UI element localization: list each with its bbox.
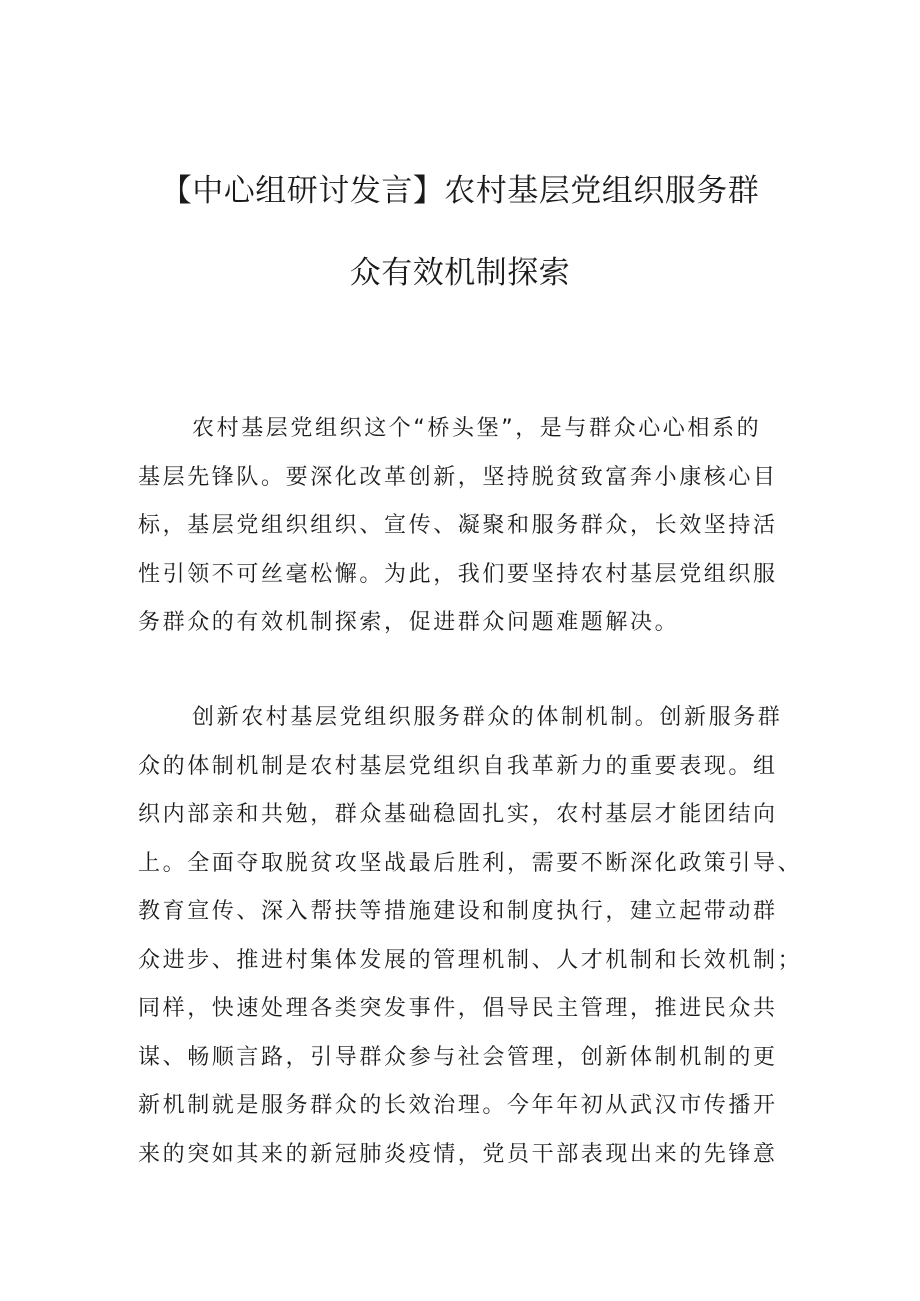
paragraph-line: 来的突如其来的新冠肺炎疫情，党员干部表现出来的先锋意 <box>138 1141 778 1167</box>
title-line-2: 众有效机制探索 <box>349 255 571 291</box>
paragraph-line: 务群众的有效机制探索，促进群众问题难题解决。 <box>138 610 680 635</box>
paragraph-line: 基层先锋队。要深化改革创新，坚持脱贫致富奔小康核心目 <box>138 464 778 490</box>
title-line-1: 【中心组研讨发言】农村基层党组织服务群 <box>160 173 760 209</box>
document-title <box>130 150 790 314</box>
paragraph-line: 众进步、推进村集体发展的管理机制、人才机制和长效机制； <box>138 947 803 973</box>
paragraph-line: 众的体制机制是农村基层党组织自我革新力的重要表现。组 <box>138 753 778 779</box>
paragraph-2 <box>138 694 803 1179</box>
paragraph-line: 上。全面夺取脱贫攻坚战最后胜利，需要不断深化政策引导、 <box>138 850 803 876</box>
paragraph-line: 性引领不可丝毫松懈。为此，我们要坚持农村基层党组织服 <box>138 561 778 587</box>
paragraph-line: 创新农村基层党组织服务群众的体制机制。创新服务群 <box>192 705 783 730</box>
paragraph-line: 织内部亲和共勉，群众基础稳固扎实，农村基层才能团结向 <box>138 802 778 827</box>
paragraph-line: 标，基层党组织组织、宣传、凝聚和服务群众，长效坚持活 <box>138 513 778 538</box>
paragraph-line: 教育宣传、深入帮扶等措施建设和制度执行，建立起带动群 <box>138 899 778 924</box>
paragraph-1 <box>138 405 782 648</box>
paragraph-line: 谋、畅顺言路，引导群众参与社会管理，创新体制机制的更 <box>138 1044 778 1070</box>
paragraph-line: 农村基层党组织这个“桥头堡”，是与群众心心相系的 <box>192 416 762 441</box>
paragraph-line: 新机制就是服务群众的长效治理。今年年初从武汉市传播开 <box>138 1093 778 1118</box>
paragraph-line: 同样，快速处理各类突发事件，倡导民主管理，推进民众共 <box>138 996 778 1021</box>
